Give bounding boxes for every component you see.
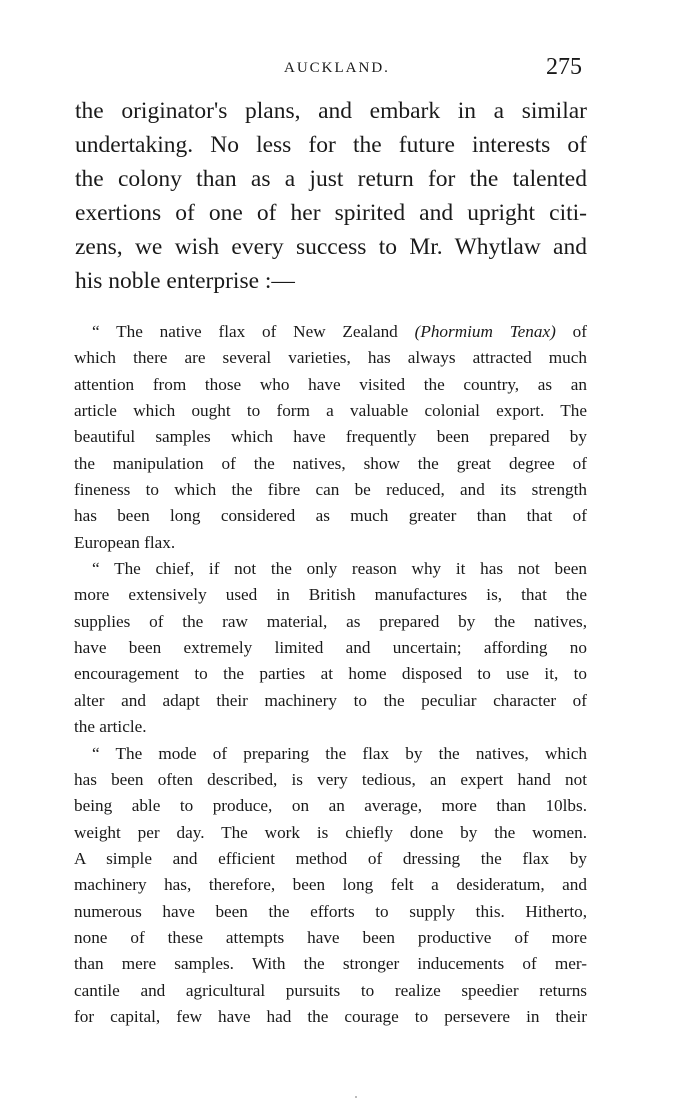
quote-line: which there are several varieties, has always attracted much <box>74 348 587 368</box>
quote-line: has been often described, is very tedious, an expert hand not <box>74 769 587 789</box>
quote-line: none of these attempts have been productive of more <box>74 927 587 947</box>
quote-line: “ The mode of preparing the flax by the natives, which <box>92 743 587 763</box>
quote-line: being able to produce, on an average, more than 10lbs. <box>74 796 587 816</box>
running-title: AUCKLAND. <box>284 60 390 76</box>
intro-line: zens, we wish every success to Mr. Whytlaw and <box>75 234 587 260</box>
running-header <box>0 54 700 84</box>
quote-line: encouragement to the parties at home disposed to use it, to <box>74 664 587 684</box>
quote-line: attention from those who have visited the country, as an <box>74 374 587 394</box>
quote-line: the manipulation of the natives, show the great degree of <box>74 453 587 473</box>
quote-first-line-end: of <box>555 322 587 341</box>
species-name: (Phormium Tenax) <box>414 322 556 341</box>
page-number: 275 <box>546 54 582 80</box>
quote-line: A simple and efficient method of dressing the flax by <box>74 848 587 868</box>
quote-line: machinery has, therefore, been long felt a desideratum, and <box>74 875 587 895</box>
quote-line: alter and adapt their machinery to the peculiar character of <box>74 690 587 710</box>
quote-line: for capital, few have had the courage to persevere in their <box>74 1006 587 1026</box>
quote-first-line-start: “ The native flax of New Zealand <box>92 322 415 341</box>
quote-line: supplies of the raw material, as prepared by the natives, <box>74 611 587 631</box>
quote-line: than mere samples. With the stronger inducements of mer- <box>74 954 587 974</box>
intro-line: undertaking. No less for the future interests of <box>75 132 587 158</box>
intro-line: the originator's plans, and embark in a similar <box>75 98 587 124</box>
quote-line: beautiful samples which have frequently been prepared by <box>74 427 587 447</box>
intro-line: the colony than as a just return for the talented <box>75 166 587 192</box>
quote-line: “ The chief, if not the only reason why it has not been <box>92 559 587 579</box>
intro-line: exertions of one of her spirited and upright citi- <box>75 200 587 226</box>
quote-line: article which ought to form a valuable colonial export. The <box>74 401 587 421</box>
quote-line: weight per day. The work is chiefly done by the women. <box>74 822 587 842</box>
quote-line: the article. <box>74 717 147 737</box>
quote-line: numerous have been the efforts to supply this. Hitherto, <box>74 901 587 921</box>
intro-paragraph <box>75 94 587 298</box>
quote-line: cantile and agricultural pursuits to realize speedier returns <box>74 980 587 1000</box>
quote-line: have been extremely limited and uncertain; affording no <box>74 638 587 658</box>
quote-line: has been long considered as much greater than that of <box>74 506 587 526</box>
intro-line: his noble enterprise :— <box>75 268 295 294</box>
quoted-passage <box>74 319 587 1030</box>
quote-line: fineness to which the fibre can be reduced, and its strength <box>74 480 587 500</box>
quote-line: more extensively used in British manufactures is, that the <box>74 585 587 605</box>
print-speck <box>355 1096 357 1098</box>
quote-first-line <box>74 319 587 345</box>
quote-line: European flax. <box>74 532 176 552</box>
